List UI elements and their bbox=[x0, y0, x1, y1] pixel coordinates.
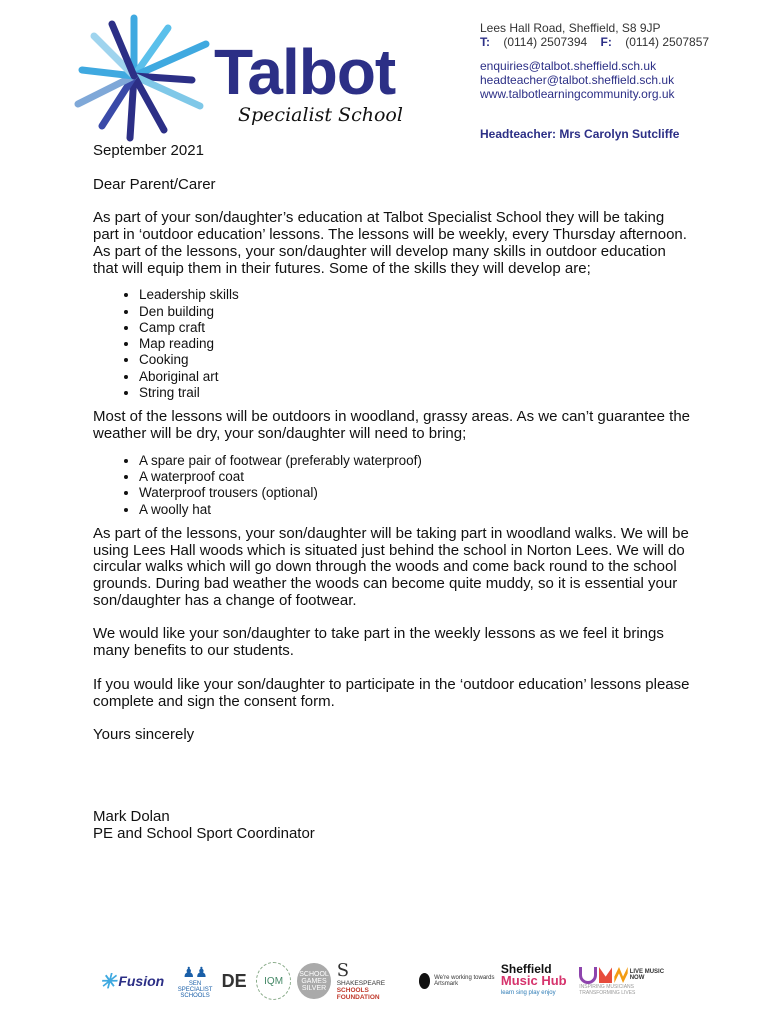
contact-block bbox=[480, 21, 709, 101]
headteacher-name: Headteacher: Mrs Carolyn Sutcliffe bbox=[480, 127, 680, 141]
lmn-shapes-icon bbox=[579, 967, 672, 984]
shakespeare-label-1: SHAKESPEARE bbox=[336, 979, 386, 987]
paragraph-consent: If you would like your son/daughter to participate in the ‘outdoor education’ lessons please complete and sign the consent form. bbox=[93, 675, 690, 710]
sen-logo bbox=[178, 961, 213, 1001]
people-icon: ♟♟ bbox=[182, 963, 208, 980]
hub-label-1: Sheffield bbox=[500, 962, 552, 976]
fusion-star-icon: ✳ bbox=[99, 970, 117, 993]
sen-label: SEN SPECIALIST SCHOOLS bbox=[177, 980, 213, 999]
hub-label-2: Music Hub bbox=[500, 973, 567, 988]
fusion-label: Fusion bbox=[118, 973, 165, 989]
headteacher-email[interactable]: headteacher@talbot.sheffield.sch.uk bbox=[480, 73, 675, 87]
letter-date: September 2021 bbox=[93, 142, 204, 159]
artsmark-label: We're working towards Artsmark bbox=[434, 975, 495, 987]
kit-list bbox=[93, 453, 693, 518]
music-hub-logo bbox=[501, 961, 573, 1001]
school-games-logo: SCHOOL GAMES SILVER bbox=[297, 963, 330, 999]
list-item: • A waterproof coat bbox=[139, 469, 693, 485]
list-item: • Camp craft bbox=[139, 320, 693, 336]
paragraph-walks: As part of the lessons, your son/daughter will be taking part in woodland walks. We will be using Lees Hall woods which is situated just behind the school in Norton Lees. We will do circular walks which will go down through the woods and come back round to the school grounds. During bad weather the woods can become quite muddy, so it is essential your son/daughter has a change of footwear. bbox=[93, 524, 689, 609]
iqm-logo: IQM bbox=[256, 962, 291, 1000]
shakespeare-logo bbox=[337, 961, 413, 1001]
signer-name: Mark Dolan bbox=[93, 807, 170, 825]
paragraph-intro: As part of your son/daughter’s education at Talbot Specialist School they will be taking part in ‘outdoor education’ lessons. The lessons will be weekly, every Thursday afternoon. As part of the lessons, your son/daughter will develop many skills in outdoor education that will equip them in their futures. Some of the skills they will develop are; bbox=[93, 209, 687, 277]
signer-title: PE and School Sport Coordinator bbox=[93, 824, 315, 842]
website-link[interactable]: www.talbotlearningcommunity.org.uk bbox=[480, 87, 675, 101]
school-address: Lees Hall Road, Sheffield, S8 9JP bbox=[480, 21, 661, 35]
shakespeare-label-2: SCHOOLS FOUNDATION bbox=[336, 986, 380, 1001]
artsmark-logo bbox=[419, 961, 495, 1001]
artsmark-icon bbox=[419, 973, 430, 989]
list-item: • Map reading bbox=[139, 336, 693, 352]
school-name: Talbot bbox=[214, 36, 396, 108]
list-item: • Cooking bbox=[139, 352, 693, 368]
hub-tagline: learn sing play enjoy bbox=[500, 990, 556, 996]
list-item: • A woolly hat bbox=[139, 502, 693, 518]
list-item: • Waterproof trousers (optional) bbox=[139, 485, 693, 501]
lmn-tagline: INSPIRING MUSICIANS TRANSFORMING LIVES bbox=[579, 983, 636, 996]
skills-list bbox=[93, 287, 693, 401]
list-item: • Den building bbox=[139, 304, 693, 320]
school-subtitle: Specialist School bbox=[238, 104, 403, 126]
fax-number: (0114) 2507857 bbox=[625, 35, 710, 49]
phone-line bbox=[480, 35, 709, 49]
starburst-logo-icon bbox=[72, 14, 222, 142]
fax-label: F: bbox=[600, 35, 612, 49]
de-logo: DE bbox=[221, 970, 247, 991]
tel-number: (0114) 2507394 bbox=[503, 35, 588, 49]
paragraph-kit: Most of the lessons will be outdoors in woodland, grassy areas. As we can’t guarantee the weather will be dry, your son/daughter will need to bring; bbox=[93, 408, 691, 442]
tel-label: T: bbox=[480, 35, 490, 49]
list-item: • Aboriginal art bbox=[139, 369, 693, 385]
salutation: Dear Parent/Carer bbox=[93, 175, 216, 193]
letter-body bbox=[93, 143, 693, 842]
list-item: • A spare pair of footwear (preferably waterproof) bbox=[139, 453, 693, 469]
paragraph-benefits: We would like your son/daughter to take part in the weekly lessons as we feel it brings many benefits to our students. bbox=[93, 625, 664, 660]
closing: Yours sincerely bbox=[93, 726, 195, 744]
enquiries-email[interactable]: enquiries@talbot.sheffield.sch.uk bbox=[480, 59, 657, 73]
shakespeare-s-icon: S bbox=[336, 959, 350, 981]
list-item: • String trail bbox=[139, 385, 693, 401]
lmn-label: LIVE MUSIC NOW bbox=[629, 969, 665, 981]
list-item: • Leadership skills bbox=[139, 287, 693, 303]
live-music-now-logo bbox=[579, 961, 672, 1001]
fusion-logo bbox=[92, 961, 172, 1001]
accreditation-footer bbox=[92, 960, 672, 1002]
